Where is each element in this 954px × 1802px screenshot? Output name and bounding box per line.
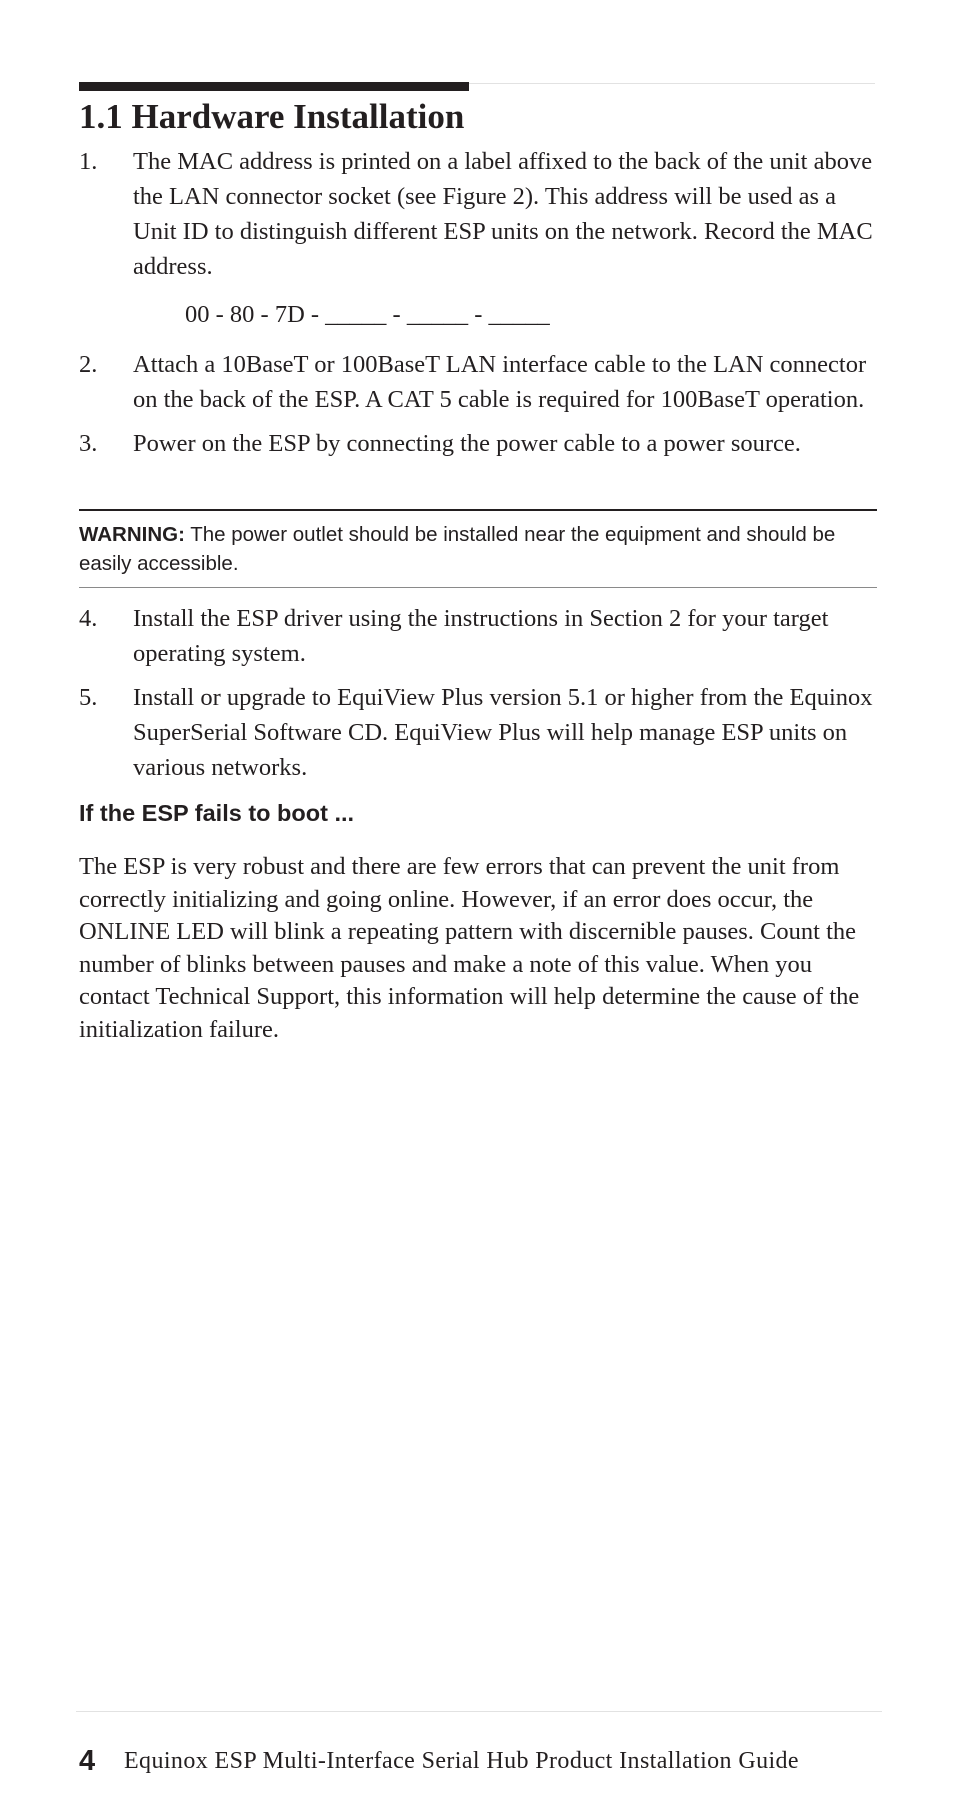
steps-list-part-1 xyxy=(79,144,879,284)
boot-failure-paragraph: The ESP is very robust and there are few errors that can prevent the unit from correctly initializing and going online. However, if an error does occur, the ONLINE LED will blink a repeating pattern with discernible pauses. Count the number of blinks between pauses and make a note of this value. When you contact Technical Support, this information will help determine the cause of the initialization failure. xyxy=(79,853,860,1043)
boot-failure-heading: If the ESP fails to boot ... xyxy=(79,800,355,826)
footer-rule xyxy=(76,1711,882,1712)
step-text: Power on the ESP by connecting the power cable to a power source. xyxy=(133,430,801,457)
page-number: 4 xyxy=(79,1745,96,1777)
warning-label: WARNING: xyxy=(79,523,185,546)
step-text: The MAC address is printed on a label affixed to the back of the unit above the LAN connector socket (see Figure 2). This address will be used as a Unit ID to distinguish different ESP units on the network. Record the MAC address. xyxy=(133,148,873,280)
step-number: 5. xyxy=(79,684,98,711)
step-number: 4. xyxy=(79,605,98,632)
section-header-bar xyxy=(79,82,469,91)
step-item xyxy=(79,347,879,417)
warning-text: The power outlet should be installed near the equipment and should be easily accessible. xyxy=(79,523,836,575)
step-number: 3. xyxy=(79,430,98,457)
steps-list-part-2 xyxy=(79,347,879,461)
step-item xyxy=(79,144,879,284)
warning-box xyxy=(79,509,877,588)
step-text: Install the ESP driver using the instructions in Section 2 for your target operating system. xyxy=(133,605,829,667)
section-title: 1.1 Hardware Installation xyxy=(79,97,465,136)
step-text: Attach a 10BaseT or 100BaseT LAN interface cable to the LAN connector on the back of the ESP. A CAT 5 cable is required for 100BaseT operation. xyxy=(133,351,867,413)
footer-document-title: Equinox ESP Multi-Interface Serial Hub Product Installation Guide xyxy=(124,1748,799,1774)
step-number: 1. xyxy=(79,148,98,175)
step-number: 2. xyxy=(79,351,98,378)
mac-address-template: 00 - 80 - 7D - _____ - _____ - _____ xyxy=(185,301,550,328)
step-item xyxy=(79,601,879,671)
step-item xyxy=(79,680,879,785)
step-item xyxy=(79,426,879,461)
steps-list-part-3 xyxy=(79,601,879,785)
step-text: Install or upgrade to EquiView Plus version 5.1 or higher from the Equinox SuperSerial Software CD. EquiView Plus will help manage ESP units on various networks. xyxy=(133,684,873,781)
